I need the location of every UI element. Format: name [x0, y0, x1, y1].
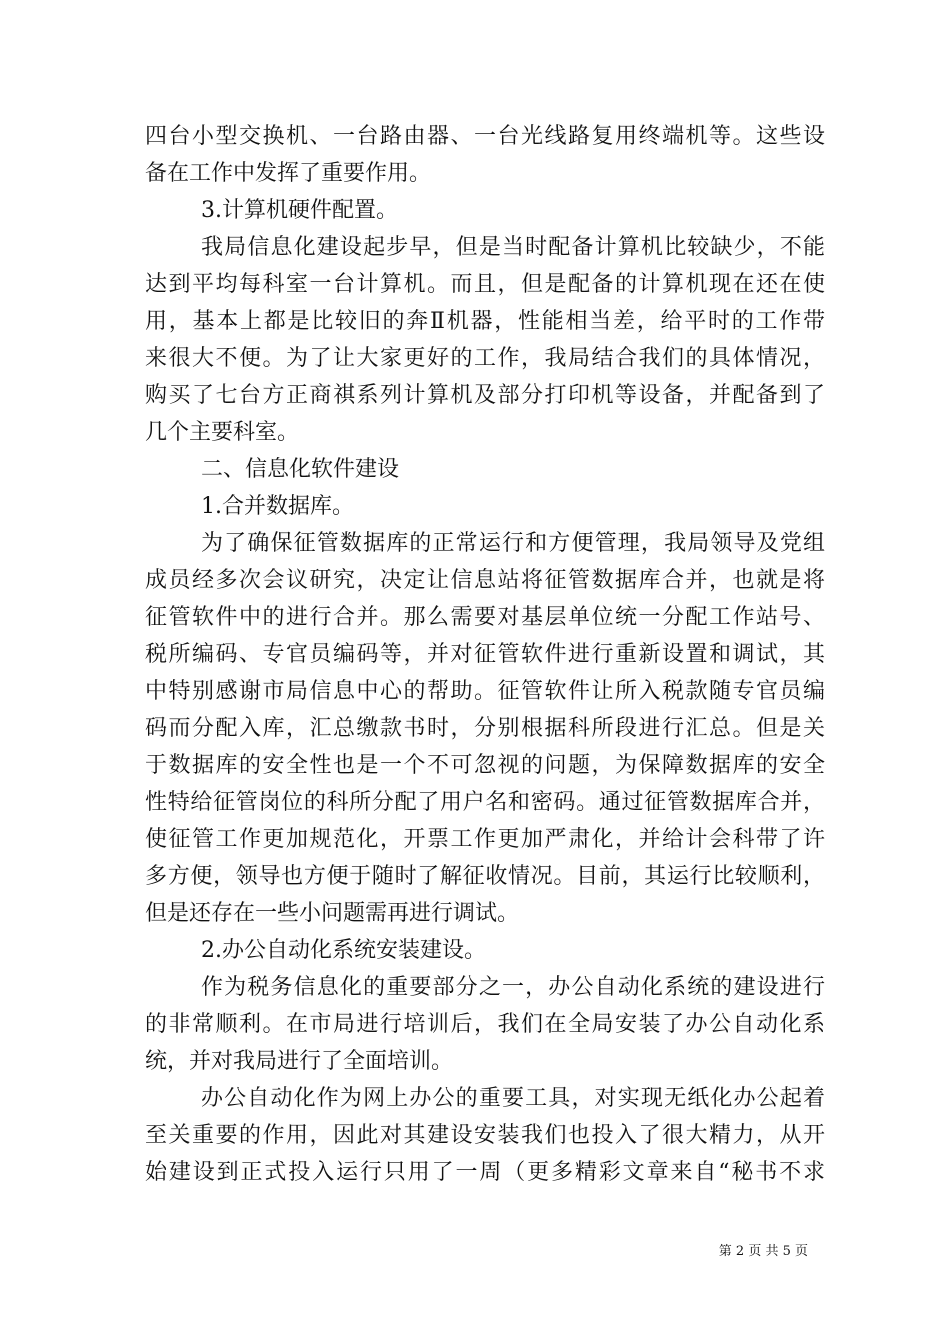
section-heading: 二、信息化软件建设 [201, 457, 400, 482]
text-line: 始建设到正式投入运行只用了一周（更多精彩文章来自“秘书不求 [145, 1160, 825, 1185]
text-line: 统，并对我局进行了全面培训。 [145, 1049, 454, 1074]
text-line: 的非常顺利。在市局进行培训后，我们在全局安装了办公自动化系 [145, 1012, 825, 1037]
text-line: 于数据库的安全性也是一个不可忽视的问题，为保障数据库的安全 [145, 753, 825, 778]
text-line: 购买了七台方正商祺系列计算机及部分打印机等设备，并配备到了 [145, 383, 825, 408]
page-number-footer: 第 2 页 共 5 页 [718, 1244, 808, 1259]
text-line: 税所编码、专官员编码等，并对征管软件进行重新设置和调试，其 [145, 642, 825, 667]
text-line: 用，基本上都是比较旧的奔Ⅱ机器，性能相当差，给平时的工作带 [145, 309, 825, 334]
text-line: 征管软件中的进行合并。那么需要对基层单位统一分配工作站号、 [145, 605, 825, 630]
body-text [145, 118, 825, 1191]
text-line: 多方便，领导也方便于随时了解征收情况。目前，其运行比较顺利， [145, 864, 825, 889]
text-line: 办公自动化作为网上办公的重要工具，对实现无纸化办公起着 [201, 1086, 825, 1111]
text-line: 备在工作中发挥了重要作用。 [145, 161, 432, 186]
text-line: 性特给征管岗位的科所分配了用户名和密码。通过征管数据库合并， [145, 790, 825, 815]
text-line: 为了确保征管数据库的正常运行和方便管理，我局领导及党组 [201, 531, 825, 556]
text-line: 几个主要科室。 [145, 420, 300, 445]
section-heading: 3.计算机硬件配置。 [201, 198, 398, 223]
text-line: 但是还存在一些小问题需再进行调试。 [145, 901, 520, 926]
text-line: 四台小型交换机、一台路由器、一台光线路复用终端机等。这些设 [145, 124, 825, 149]
text-line: 至关重要的作用，因此对其建设安装我们也投入了很大精力，从开 [145, 1123, 825, 1148]
text-line: 中特别感谢市局信息中心的帮助。征管软件让所入税款随专官员编 [145, 679, 825, 704]
text-line: 使征管工作更加规范化，开票工作更加严肃化，并给计会科带了许 [145, 827, 825, 852]
text-line: 来很大不便。为了让大家更好的工作，我局结合我们的具体情况， [145, 346, 825, 371]
text-line: 码而分配入库，汇总缴款书时，分别根据科所段进行汇总。但是关 [145, 716, 825, 741]
text-line: 达到平均每科室一台计算机。而且，但是配备的计算机现在还在使 [145, 272, 825, 297]
text-line: 作为税务信息化的重要部分之一，办公自动化系统的建设进行 [201, 975, 825, 1000]
text-line: 我局信息化建设起步早，但是当时配备计算机比较缺少，不能 [201, 235, 825, 260]
section-heading: 2.办公自动化系统安装建设。 [201, 938, 486, 963]
text-line: 成员经多次会议研究，决定让信息站将征管数据库合并，也就是将 [145, 568, 825, 593]
section-heading: 1.合并数据库。 [201, 494, 354, 519]
